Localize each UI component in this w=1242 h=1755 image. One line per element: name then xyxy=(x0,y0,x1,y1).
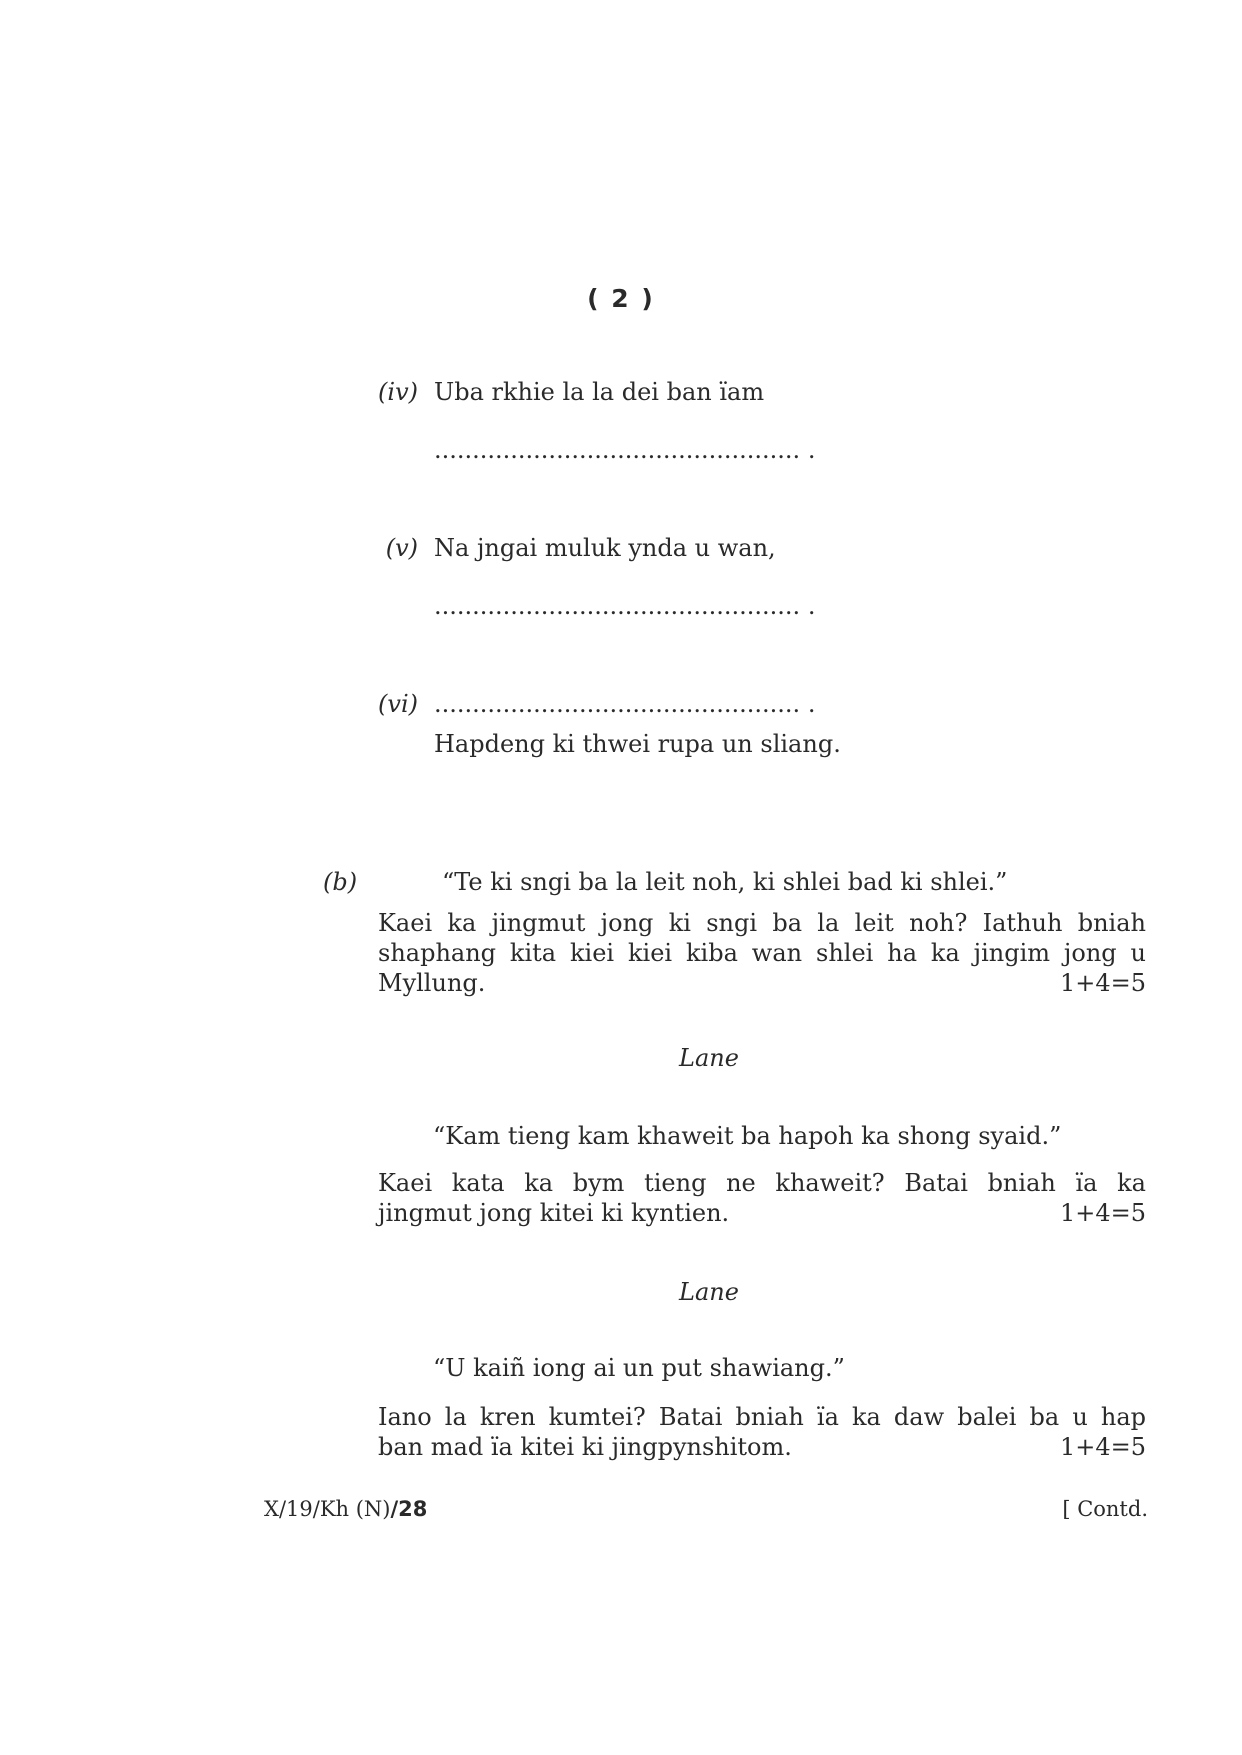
item-iv-blank: ................................................ . xyxy=(434,436,816,464)
item-v-blank: ................................................ . xyxy=(434,592,816,620)
paper-code-number: /28 xyxy=(390,1497,428,1521)
item-label-v: (v) xyxy=(385,534,418,562)
option-3-line: Iano la kren kumtei? Batai bniah ïa ka daw balei ba u hap xyxy=(378,1403,1146,1431)
paper-code xyxy=(264,1497,427,1521)
item-vi-text: Hapdeng ki thwei rupa un sliang. xyxy=(434,730,841,758)
question-b-line: shaphang kita kiei kiei kiba wan shlei ha ka jingim jong u xyxy=(378,939,1146,967)
option-3-body xyxy=(378,1402,1146,1462)
option-2-body xyxy=(378,1168,1146,1228)
page-number: ( 2 ) xyxy=(587,284,655,313)
or-divider-1: Lane xyxy=(679,1044,739,1072)
option-2-last-line: jingmut jong kitei ki kyntien. xyxy=(378,1199,730,1227)
question-b-label: (b) xyxy=(323,868,358,896)
item-iv-text: Uba rkhie la la dei ban ïam xyxy=(434,378,765,406)
question-b-marks: 1+4=5 xyxy=(1059,969,1146,997)
option-2-marks: 1+4=5 xyxy=(1059,1199,1146,1227)
option-2-line: Kaei kata ka bym tieng ne khaweit? Batai bniah ïa ka xyxy=(378,1169,1146,1197)
option-3-last-line: ban mad ïa kitei ki jingpynshitom. xyxy=(378,1433,792,1461)
item-label-vi: (vi) xyxy=(378,690,418,718)
item-label-iv: (iv) xyxy=(378,378,418,406)
option-2-quote: “Kam tieng kam khaweit ba hapoh ka shong syaid.” xyxy=(433,1122,1062,1150)
question-b-quote: “Te ki sngi ba la leit noh, ki shlei bad ki shlei.” xyxy=(442,868,1008,896)
question-b-last-line: Myllung. xyxy=(378,969,486,997)
option-3-quote: “U kaiñ iong ai un put shawiang.” xyxy=(433,1354,845,1382)
or-divider-2: Lane xyxy=(679,1278,739,1306)
item-v-text: Na jngai muluk ynda u wan, xyxy=(434,534,776,562)
paper-code-text: X/19/Kh (N) xyxy=(264,1497,391,1521)
question-b-line: Kaei ka jingmut jong ki sngi ba la leit noh? Iathuh bniah xyxy=(378,909,1146,937)
option-3-marks: 1+4=5 xyxy=(1059,1433,1146,1461)
continued-note: [ Contd. xyxy=(1062,1497,1148,1521)
item-vi-blank: ................................................ . xyxy=(434,690,816,718)
question-b-body xyxy=(378,908,1146,998)
